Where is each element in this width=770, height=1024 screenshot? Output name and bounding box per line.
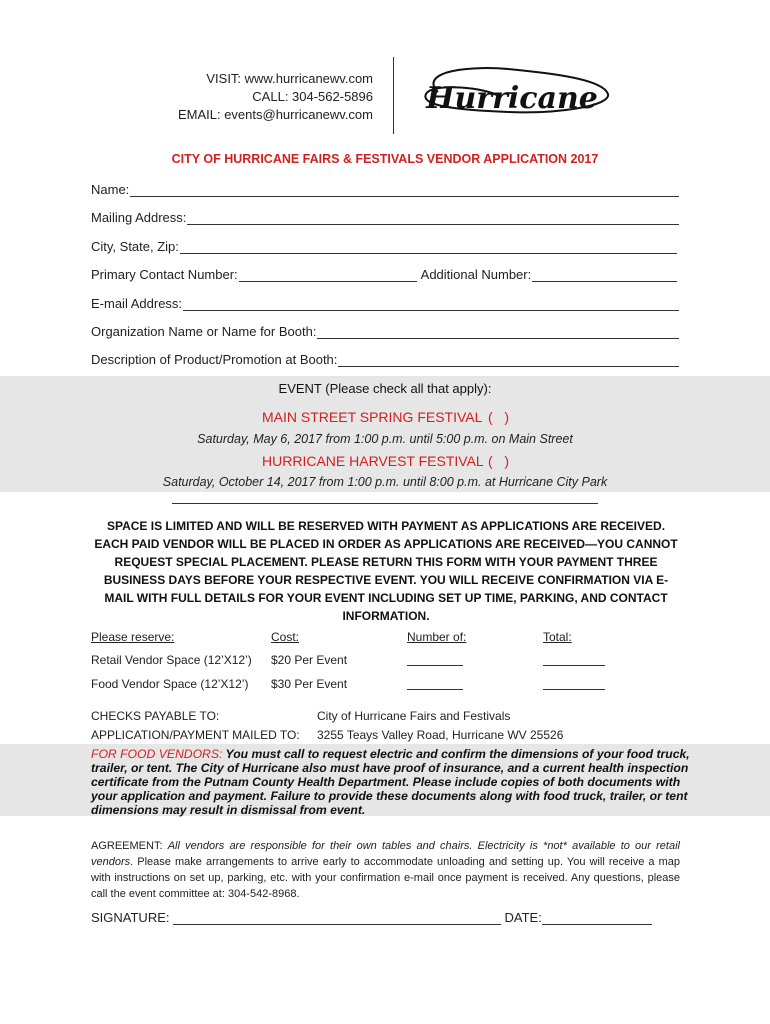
retail-space-item: Retail Vendor Space (12’X12’): [91, 653, 252, 667]
signature-row: [91, 910, 652, 925]
city-state-zip-field[interactable]: [91, 238, 677, 254]
additional-number-label: Additional Number:: [420, 267, 532, 282]
checks-payable-label: CHECKS PAYABLE TO:: [91, 709, 220, 723]
spring-festival-name: MAIN STREET SPRING FESTIVAL: [262, 409, 483, 425]
organization-line[interactable]: [317, 326, 679, 339]
total-header: Total:: [543, 630, 572, 644]
signature-line[interactable]: [173, 913, 501, 925]
harvest-festival-name: HURRICANE HARVEST FESTIVAL: [262, 453, 484, 469]
name-label: Name:: [91, 182, 130, 197]
email-label: E-mail Address:: [91, 296, 183, 311]
spring-festival-date: Saturday, May 6, 2017 from 1:00 p.m. until 5:00 p.m. on Main Street: [197, 432, 573, 446]
mailing-address-label: Mailing Address:: [91, 210, 187, 225]
food-number-input[interactable]: [407, 678, 463, 690]
city-state-zip-line[interactable]: [180, 241, 677, 254]
primary-contact-line[interactable]: [239, 269, 417, 282]
mailed-to-value: 3255 Teays Valley Road, Hurricane WV 25526: [317, 728, 564, 742]
mailing-address-line[interactable]: [187, 212, 679, 225]
section-divider: [172, 503, 598, 504]
contact-info: [178, 70, 373, 124]
description-line[interactable]: [338, 354, 679, 367]
name-field[interactable]: [91, 181, 679, 197]
event-heading: EVENT (Please check all that apply):: [278, 381, 492, 396]
header-divider: [393, 57, 394, 134]
description-field[interactable]: [91, 351, 679, 367]
space-notice: SPACE IS LIMITED AND WILL BE RESERVED WITH PAYMENT AS APPLICATIONS ARE RECEIVED. EACH PAID VENDOR WILL BE PLACED IN ORDER AS APPLICATIONS ARE RECEIVED—YOU CANNOT REQUEST SPECIAL PLACEMENT. PLEASE RETURN THIS FORM WITH YOUR PAYMENT THREE BUSINESS DAYS BEFORE YOUR RESPECTIVE EVENT. YOU WILL RECEIVE CONFIRMATION VIA E-MAIL WITH FULL DETAILS FOR YOUR EVENT INCLUDING SET UP TIME, PARKING, AND CONTACT INFORMATION.: [94, 519, 678, 623]
email-field[interactable]: [91, 295, 679, 311]
form-title: CITY OF HURRICANE FAIRS & FESTIVALS VENDOR APPLICATION 2017: [171, 152, 599, 166]
mailed-to-label: APPLICATION/PAYMENT MAILED TO:: [91, 728, 300, 742]
food-space-item: Food Vendor Space (12’X12’): [91, 677, 249, 691]
date-line[interactable]: [542, 913, 652, 925]
retail-number-input[interactable]: [407, 654, 463, 666]
harvest-festival-date: Saturday, October 14, 2017 from 1:00 p.m. until 8:00 p.m. at Hurricane City Park: [162, 475, 608, 489]
reserve-header: Please reserve:: [91, 630, 175, 644]
name-line[interactable]: [130, 184, 679, 197]
organization-label: Organization Name or Name for Booth:: [91, 324, 317, 339]
email-line[interactable]: [183, 298, 679, 311]
spring-festival-checkbox[interactable]: ( ): [488, 409, 509, 425]
signature-label: SIGNATURE:: [91, 910, 170, 925]
date-label: DATE:: [504, 910, 542, 925]
city-state-zip-label: City, State, Zip:: [91, 239, 179, 254]
harvest-festival-checkbox[interactable]: ( ): [488, 453, 509, 469]
organization-field[interactable]: [91, 323, 679, 339]
mailing-address-field[interactable]: [91, 209, 679, 225]
additional-number-line[interactable]: [532, 269, 677, 282]
website-text: VISIT: www.hurricanewv.com: [206, 71, 373, 86]
retail-space-cost: $20 Per Event: [271, 653, 348, 667]
food-total-input[interactable]: [543, 678, 605, 690]
contact-number-row: [91, 266, 677, 282]
retail-total-input[interactable]: [543, 654, 605, 666]
primary-contact-label: Primary Contact Number:: [91, 267, 238, 282]
number-header: Number of:: [407, 630, 467, 644]
agreement-rest: . Please make arrangements to arrive early to accommodate unloading and setting up. You will receive a map with instructions on set up, parking, etc. with your confirmation e-mail once payment is received. Any questions, please call the event committee at: 304-542-8968.: [91, 856, 680, 900]
description-label: Description of Product/Promotion at Booth:: [91, 352, 338, 367]
agreement-italic: All vendors are responsible for their own tables and chairs. Electricity is *not* available to our retail vendors: [91, 840, 680, 868]
phone-text: CALL: 304-562-5896: [252, 89, 373, 104]
food-space-cost: $30 Per Event: [271, 677, 348, 691]
email-text: EMAIL: events@hurricanewv.com: [177, 107, 373, 122]
food-vendor-label: FOR FOOD VENDORS:: [91, 747, 223, 761]
agreement-label: AGREEMENT:: [91, 840, 168, 852]
agreement-text: [91, 838, 680, 902]
checks-payable-value: City of Hurricane Fairs and Festivals: [317, 709, 511, 723]
hurricane-logo: [408, 62, 613, 122]
food-vendor-notice: [91, 747, 691, 817]
logo-wordmark: Hurricane: [426, 81, 598, 116]
cost-header: Cost:: [271, 630, 300, 644]
food-vendor-text: You must call to request electric and confirm the dimensions of your food truck, trailer, or tent. The City of Hurricane also must have proof of insurance, and a current health inspection certificate from the Putnam County Health Department. Please include copies of both documents with your application and payment. Failure to provide these documents along with food truck, trailer, or tent dimensions may result in dismissal from event.: [91, 747, 690, 817]
